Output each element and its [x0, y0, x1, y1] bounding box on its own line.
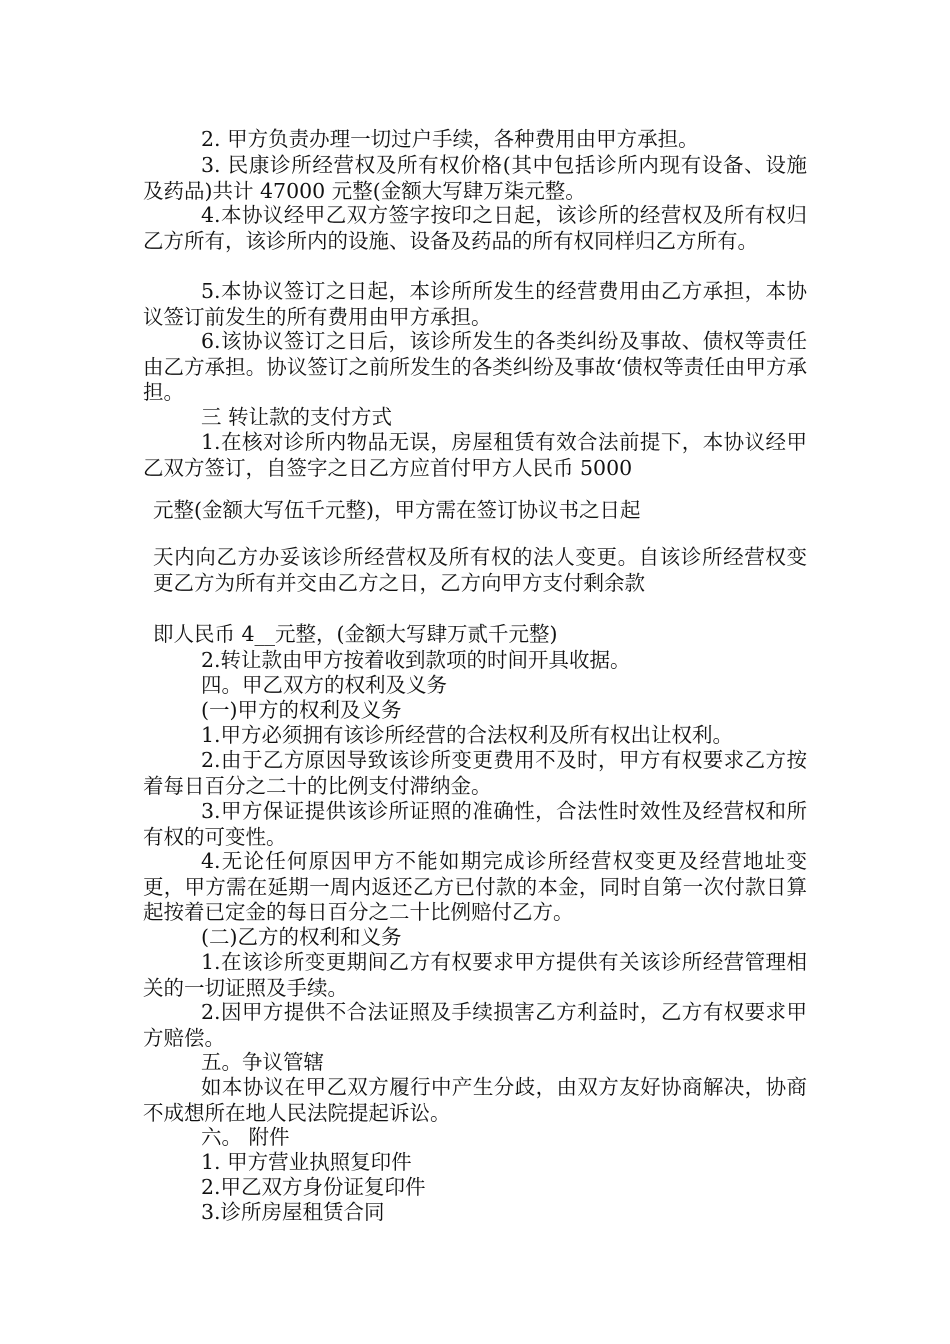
- attachment-item: 3.诊所房屋租赁合同: [201, 1200, 385, 1224]
- paragraph: 1.在该诊所变更期间乙方有权要求甲方提供有关该诊所经营管理相关的一切证照及手续。: [143, 950, 807, 1000]
- paragraph: 3.甲方保证提供该诊所证照的准确性，合法性时效性及经营权和所有权的可变性。: [143, 799, 807, 849]
- paragraph: 2. 甲方负责办理一切过户手续，各种费用由甲方承担。: [201, 127, 699, 151]
- paragraph: 2.由于乙方原因导致该诊所变更费用不及时，甲方有权要求乙方按着每日百分之二十的比例支付滞纳金。: [143, 748, 807, 798]
- paragraph: 3. 民康诊所经营权及所有权价格(其中包括诊所内现有设备、设施及药品)共计 47000 元整(金额大写肆万柒元整。: [143, 153, 807, 203]
- paragraph: 1.在核对诊所内物品无误，房屋租赁有效合法前提下，本协议经甲乙双方签订，自签字之日乙方应首付甲方人民币 5000: [143, 430, 807, 480]
- paragraph: 5.本协议签订之日起，本诊所所发生的经营费用由乙方承担，本协议签订前发生的所有费用由甲方承担。: [143, 279, 807, 329]
- subsection-heading: (一)甲方的权利及义务: [201, 698, 402, 722]
- paragraph: 6.该协议签订之日后，该诊所发生的各类纠纷及事故、债权等责任由乙方承担。协议签订之前所发生的各类纠纷及事故‘债权等责任由甲方承担。: [143, 329, 807, 404]
- section-heading: 六。 附件: [201, 1125, 290, 1149]
- attachment-item: 1. 甲方营业执照复印件: [201, 1150, 412, 1174]
- paragraph: 4.本协议经甲乙双方签字按印之日起，该诊所的经营权及所有权归乙方所有，该诊所内的设施、设备及药品的所有权同样归乙方所有。: [143, 203, 807, 253]
- attachment-item: 2.甲乙双方身份证复印件: [201, 1175, 426, 1199]
- section-heading: 三 转让款的支付方式: [201, 405, 393, 429]
- paragraph: 2.转让款由甲方按着收到款项的时间开具收据。: [201, 648, 631, 672]
- paragraph: 1.甲方必须拥有该诊所经营的合法权利及所有权出让权利。: [201, 723, 734, 747]
- paragraph-line: 元整(金额大写伍千元整)，甲方需在签订协议书之日起: [153, 498, 641, 522]
- paragraph: 天内向乙方办妥该诊所经营权及所有权的法人变更。自该诊所经营权变更乙方为所有并交由乙方之日，乙方向甲方支付剩余款: [153, 545, 807, 595]
- paragraph-line: 即人民币 4__元整，(金额大写肆万贰千元整): [153, 622, 558, 646]
- paragraph: 如本协议在甲乙双方履行中产生分歧，由双方友好协商解决，协商不成想所在地人民法院提起诉讼。: [143, 1075, 807, 1125]
- paragraph: 2.因甲方提供不合法证照及手续损害乙方利益时，乙方有权要求甲方赔偿。: [143, 1000, 807, 1050]
- section-heading: 五。争议管辖: [201, 1050, 324, 1074]
- section-heading: 四。甲乙双方的权利及义务: [201, 673, 447, 697]
- paragraph: 4.无论任何原因甲方不能如期完成诊所经营权变更及经营地址变更，甲方需在延期一周内返还乙方已付款的本金，同时自第一次付款日算起按着已定金的每日百分之二十比例赔付乙方。: [143, 849, 807, 924]
- subsection-heading: (二)乙方的权利和义务: [201, 925, 402, 949]
